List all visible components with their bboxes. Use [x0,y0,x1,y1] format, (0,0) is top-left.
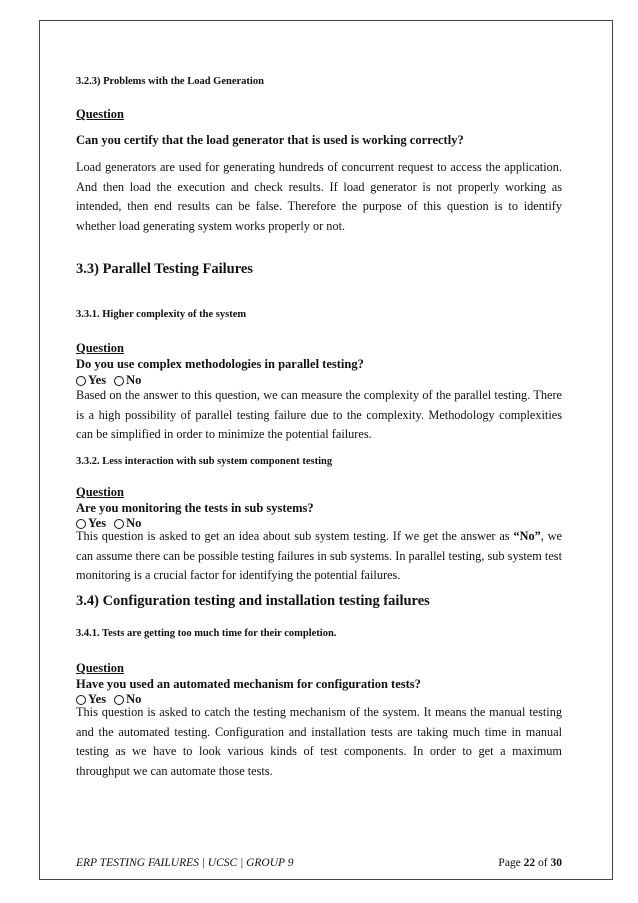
option-yes[interactable]: Yes [76,373,106,388]
question-label: Question [76,107,124,121]
option-no[interactable]: No [114,373,141,388]
section-3-3-2-heading: 3.3.2. Less interaction with sub system component testing [76,456,333,467]
section-3-2-3-body: Load generators are used for generating hundreds of concurrent request to access the application. And then load the execution and check results. If load generator is not properly working as intended, then end results can be false. Therefore the purpose of this question is to identify whether load generating system works properly or not. [76,160,562,233]
question-text: Are you monitoring the tests in sub systems? [76,501,314,515]
question-text: Can you certify that the load generator that is used is working correctly? [76,133,464,147]
section-3-3-1-body: Based on the answer to this question, we can measure the complexity of the parallel testing. There is a high possibility of parallel testing failure due to the complexity. Methodology complexities can be simplified in order to minimize the potential failures. [76,388,562,441]
option-yes[interactable]: Yes [76,516,106,531]
page-number: Page 22 of 30 [498,857,562,869]
section-3-4-1-heading: 3.4.1. Tests are getting too much time for their completion. [76,628,337,639]
question-label: Question [76,661,124,675]
radio-circle-icon [76,376,86,386]
section-3-3-1-heading: 3.3.1. Higher complexity of the system [76,309,247,320]
question-text: Have you used an automated mechanism for configuration tests? [76,677,421,691]
footer-title: ERP TESTING FAILURES | UCSC | GROUP 9 [76,857,294,869]
page-footer [76,857,562,869]
option-no[interactable]: No [114,516,141,531]
option-yes[interactable]: Yes [76,692,106,707]
section-3-2-3-heading: 3.2.3) Problems with the Load Generation [76,76,264,87]
radio-circle-icon [114,376,124,386]
section-3-3-heading: 3.3) Parallel Testing Failures [76,261,253,277]
section-3-4-1-body: This question is asked to catch the testing mechanism of the system. It means the manual testing and the automated testing. Configuration and installation tests are taking much time in manual testing as we have to look various kinds of test components. In order to get a maximum throughput we can automate those tests. [76,705,562,778]
section-3-3-2-body: This question is asked to get an idea about sub system testing. If we get the answer as “No”, we can assume there can be possible testing failures in sub systems. In parallel testing, sub system test monitoring is a crucial factor for identifying the potential failures. [76,529,562,582]
option-no[interactable]: No [114,692,141,707]
question-label: Question [76,341,124,355]
section-3-4-heading: 3.4) Configuration testing and installation testing failures [76,593,430,609]
question-label: Question [76,485,124,499]
question-text: Do you use complex methodologies in parallel testing? [76,357,364,371]
